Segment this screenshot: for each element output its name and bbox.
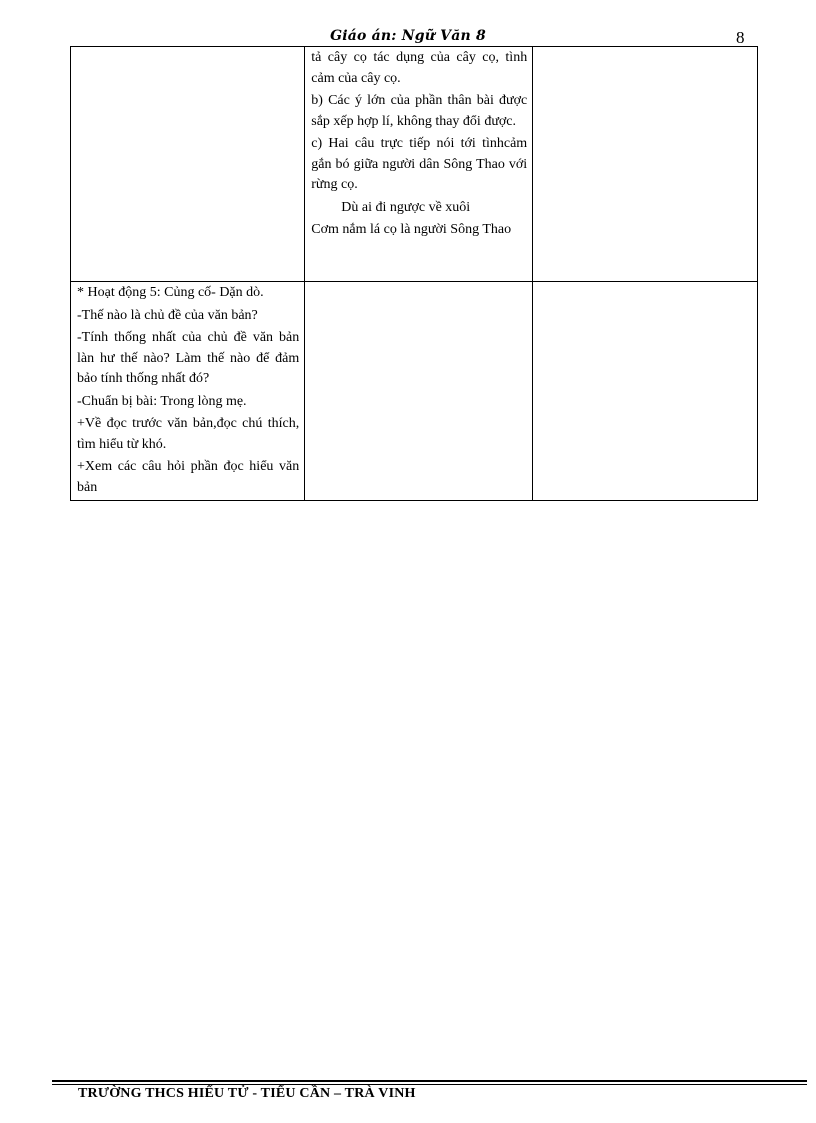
activity-heading: * Hoạt động 5: Củng cố- Dặn dò. [77,285,264,300]
table-cell-notes [533,47,758,282]
footer-school-name: TRƯỜNG THCS HIẾU TỬ - TIỂU CẦN – TRÀ VINH [78,1086,416,1101]
activity-item: +Xem các câu hỏi phần đọc hiểu văn bản [77,459,300,495]
activity-item: +Về đọc trước văn bản,đọc chú thích, tìm hiểu từ khó. [77,416,300,452]
page-number: 8 [736,28,745,47]
footer-rule [52,1080,807,1082]
table-cell-content [305,47,533,282]
content-paragraph: b) Các ý lớn của phần thân bài được sắp xếp hợp lí, không thay đổi được. [311,93,528,129]
footer-rule [52,1084,807,1085]
content-paragraph: c) Hai câu trực tiếp nói tới tìnhcảm gắn bó giữa người dân Sông Thao với rừng cọ. [311,136,528,192]
table-cell-content [305,282,533,501]
lesson-table [70,46,758,501]
table-row [71,282,758,501]
activity-item: -Chuẩn bị bài: Trong lòng mẹ. [77,393,247,409]
poem-line: Dù ai đi ngược về xuôi [341,199,471,215]
poem-line: Cơm nắm lá cọ là người Sông Thao [311,222,512,237]
table-cell-notes [533,282,758,501]
table-row [71,47,758,282]
header-title: Giáo án: Ngữ Văn 8 [330,28,486,44]
activity-item: -Thế nào là chủ đề của văn bản? [77,307,258,323]
activity-item: -Tính thống nhất của chủ đề văn bản làn hư thế nào? Làm thế nào để đảm bảo tính thống nhất đó? [77,330,300,386]
content-paragraph: tả cây cọ tác dụng của cây cọ, tình cảm của cây cọ. [311,50,528,86]
table-cell-activity [71,47,305,282]
table-cell-activity [71,282,305,501]
